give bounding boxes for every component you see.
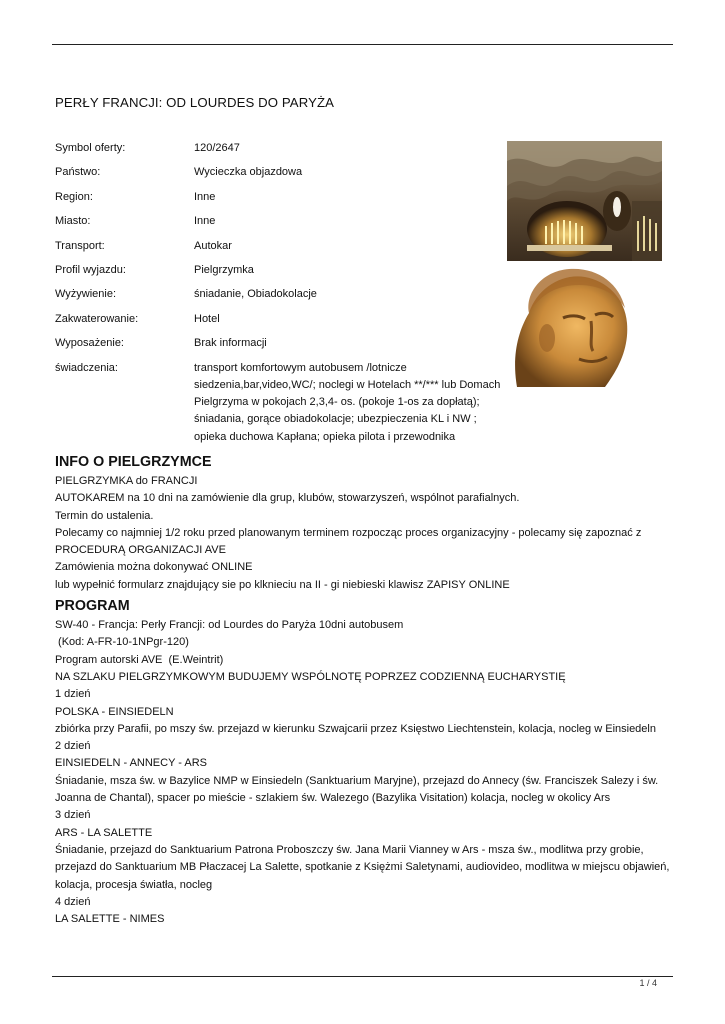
detail-value: Inne <box>194 190 216 203</box>
detail-label: Transport: <box>55 239 105 252</box>
detail-row <box>55 165 505 189</box>
detail-value: 120/2647 <box>194 142 240 154</box>
detail-label: Profil wyjazdu: <box>55 263 126 276</box>
info-line: AUTOKAREM na 10 dni na zamówienie dla grup, klubów, stowarzyszeń, wspólnot parafialnych. <box>55 492 520 505</box>
detail-row <box>55 361 505 451</box>
detail-label: Państwo: <box>55 166 101 179</box>
program-line: Śniadanie, przejazd do Sanktuarium Patrona Proboszczy św. Jana Marii Vianney w Ars - msza św., modlitwa przy grobie, przejazd do Sanktuarium MB Płaczacej La Salette, spotkanie z Księżmi Saletynami, audiovideo, modlitwa w miejscu objawień, kolacja, procesja światła, nocleg <box>55 843 670 891</box>
detail-row <box>55 141 505 165</box>
detail-label: świadczenia: <box>55 361 118 374</box>
detail-value: śniadanie, Obiadokolacje <box>194 288 317 301</box>
detail-value: Hotel <box>194 312 220 325</box>
program-line: NA SZLAKU PIELGRZYMKOWYM BUDUJEMY WSPÓLNOTĘ POPRZEZ CODZIENNĄ EUCHARYSTIĘ <box>55 670 566 683</box>
program-line: Program autorski AVE (E.Weintrit) <box>55 653 224 666</box>
info-section <box>55 473 675 594</box>
detail-row <box>55 214 505 238</box>
program-section <box>55 617 675 928</box>
detail-value: transport komfortowym autobusem /lotnicze siedzenia,bar,video,WC/; noclegi w Hotelach **/*** lub Domach Pielgrzyma w pokojach 2,3,4- os. (pokoje 1-os za dopłatą); śniadania, gorące obiadokolacje; ubezpieczenia KL i NW ; opieka duchowa Kapłana; opieka pilota i przewodnika <box>194 361 501 443</box>
program-line: 3 dzień <box>55 809 91 822</box>
offer-details <box>55 141 505 451</box>
detail-row <box>55 287 505 311</box>
info-line: Polecamy co najmniej 1/2 roku przed planowanym terminem rozpocząc proces organizacyjny - polecamy się zapoznać z <box>55 526 642 539</box>
program-line: POLSKA - EINSIEDELN <box>55 705 174 718</box>
detail-value: Pielgrzymka <box>194 263 254 276</box>
program-line: 2 dzień <box>55 740 91 753</box>
description <box>55 452 675 928</box>
info-line: PIELGRZYMKA do FRANCJI <box>55 475 198 487</box>
program-line: Śniadanie, msza św. w Bazylice NMP w Einsiedeln (Sanktuarium Maryjne), przejazd do Annecy (św. Franciszek Salezy i św. Joanna de Chantal), spacer po mieście - szlakiem św. Walezego (Bazylika Visitation) kolacja, nocleg w okolicy Ars <box>55 774 659 805</box>
detail-row <box>55 312 505 336</box>
program-line: SW-40 - Francja: Perły Francji: od Lourdes do Paryża 10dni autobusem <box>55 619 404 632</box>
detail-label: Region: <box>55 190 93 203</box>
detail-value: Inne <box>194 215 216 228</box>
page-title: PERŁY FRANCJI: OD LOURDES DO PARYŻA <box>55 95 335 110</box>
page-number: 1 / 4 <box>639 978 657 988</box>
program-line: 4 dzień <box>55 895 91 908</box>
detail-label: Zakwaterowanie: <box>55 312 139 325</box>
section-heading-info: INFO O PIELGRZYMCE <box>55 454 212 470</box>
bottom-rule <box>52 976 673 977</box>
detail-label: Wyżywienie: <box>55 288 117 301</box>
program-line: zbiórka przy Parafii, po mszy św. przejazd w kierunku Szwajcarii przez Księstwo Liechtenstein, kolacja, nocleg w Einsiedeln <box>55 722 656 735</box>
program-line: EINSIEDELN - ANNECY - ARS <box>55 757 208 770</box>
detail-value: Autokar <box>194 239 232 252</box>
detail-label: Wyposażenie: <box>55 337 124 350</box>
info-line: Zamówienia można dokonywać ONLINE <box>55 561 253 574</box>
detail-row <box>55 190 505 214</box>
info-line: PROCEDURĄ ORGANIZACJI AVE <box>55 544 226 557</box>
top-rule <box>52 44 673 45</box>
detail-row <box>55 336 505 360</box>
detail-row <box>55 239 505 263</box>
detail-label: Miasto: <box>55 215 91 228</box>
bust-photo <box>507 263 631 387</box>
program-line: (Kod: A-FR-10-1NPgr-120) <box>55 636 189 649</box>
info-line: lub wypełnić formularz znajdujący sie po klknieciu na II - gi niebieski klawisz ZAPISY ONLINE <box>55 578 510 591</box>
section-heading-program: PROGRAM <box>55 598 130 615</box>
detail-row <box>55 263 505 287</box>
detail-value: Brak informacji <box>194 337 267 350</box>
detail-label: Symbol oferty: <box>55 142 126 154</box>
program-line: LA SALETTE - NIMES <box>55 913 165 926</box>
program-line: 1 dzień <box>55 688 91 701</box>
grotto-photo <box>507 141 662 261</box>
info-line: Termin do ustalenia. <box>55 509 154 522</box>
detail-value: Wycieczka objazdowa <box>194 166 303 179</box>
program-line: ARS - LA SALETTE <box>55 826 153 839</box>
